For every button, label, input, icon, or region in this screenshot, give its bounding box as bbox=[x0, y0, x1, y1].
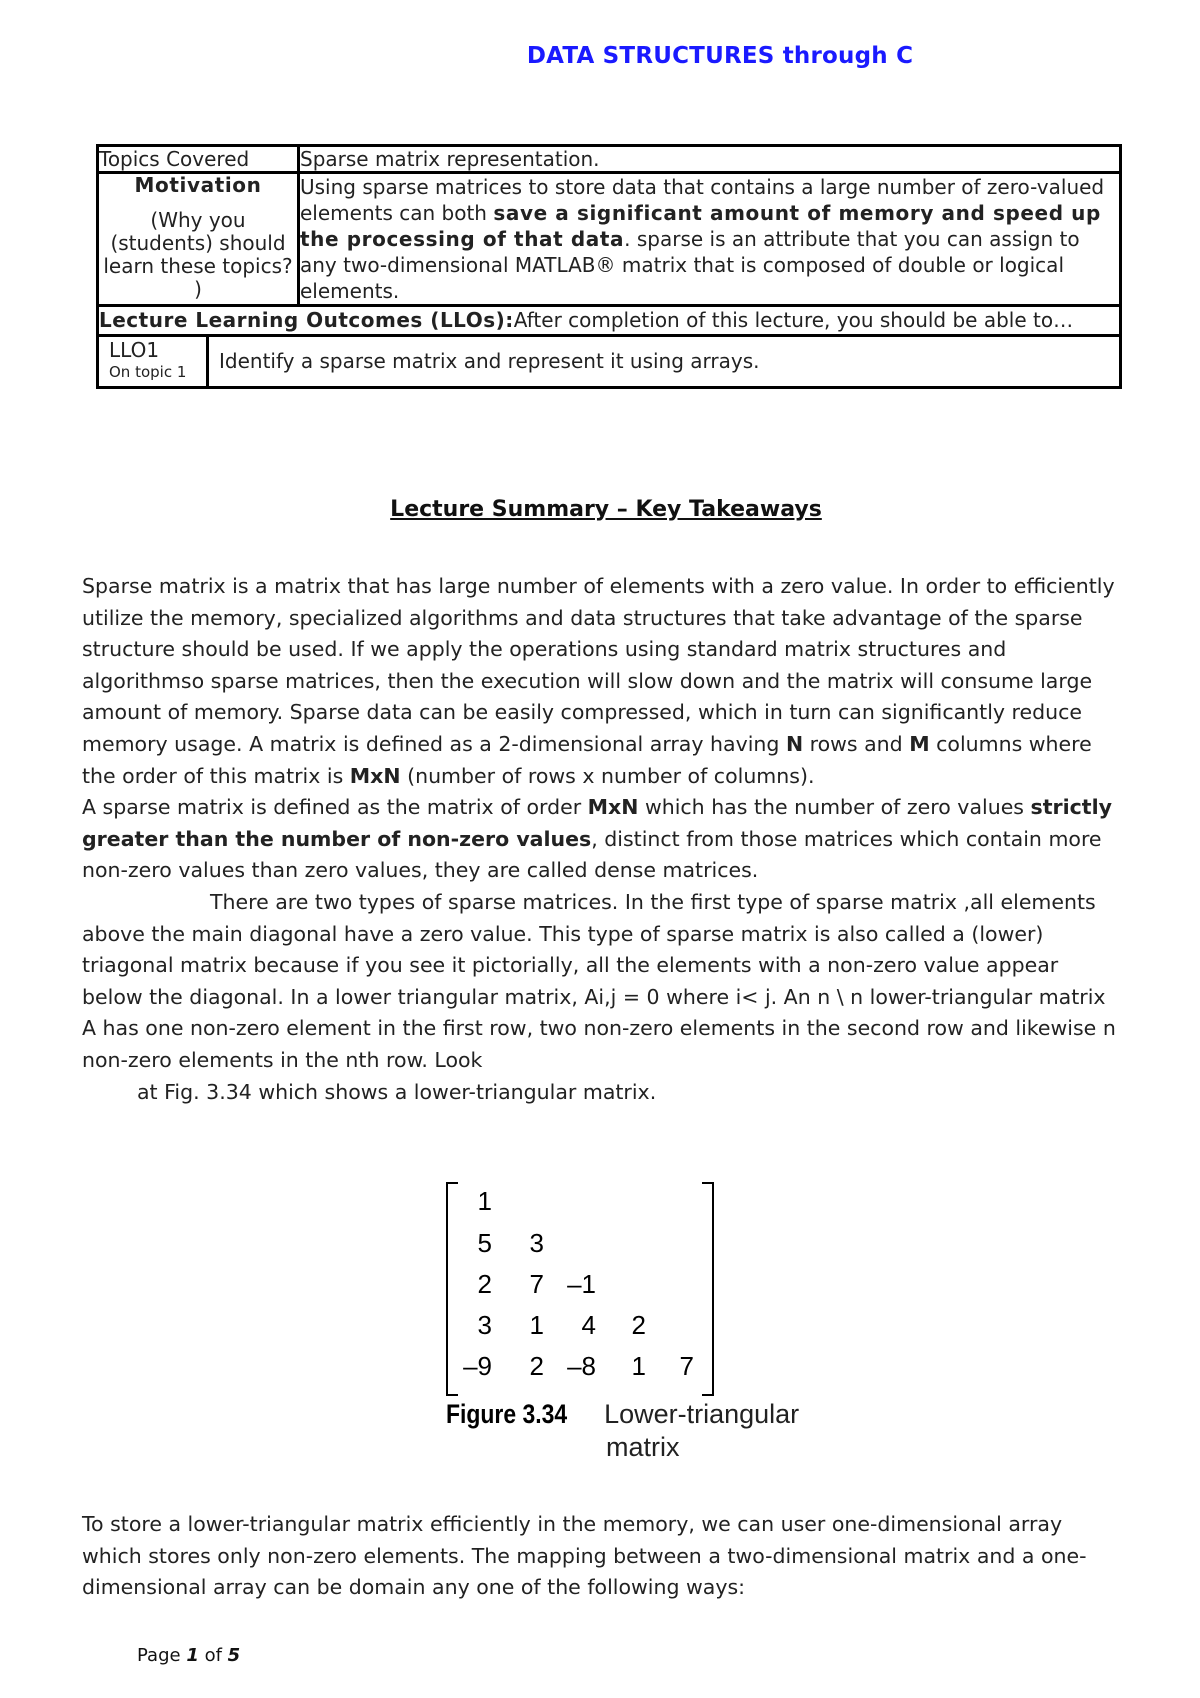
motivation-row bbox=[98, 173, 1121, 306]
p2-text-a: A sparse matrix is defined as the matrix of order bbox=[82, 795, 588, 820]
matrix-cell: 4 bbox=[581, 1310, 596, 1340]
matrix-cell: –8 bbox=[567, 1351, 596, 1381]
motivation-text bbox=[299, 173, 1121, 306]
figure-description-line2: matrix bbox=[606, 1432, 680, 1462]
matrix-cell: 2 bbox=[529, 1351, 544, 1381]
motivation-subtitle: (Why you (students) should learn these topics? ) bbox=[103, 208, 293, 301]
page-total: 5 bbox=[227, 1645, 241, 1666]
matrix-cell: –9 bbox=[463, 1351, 492, 1381]
p2-MxN: MxN bbox=[587, 795, 639, 820]
document-header-title: DATA STRUCTURES through C bbox=[526, 43, 914, 69]
lecture-info-table bbox=[96, 144, 1122, 389]
p2-text-c: , distinct from those matrices which contain more non-zero values than zero values, they are called dense matrices. bbox=[82, 826, 1102, 883]
llo-heading-row bbox=[98, 306, 1121, 336]
llo1-text: Identify a sparse matrix and represent it using arrays. bbox=[219, 349, 760, 373]
llo-intro: After completion of this lecture, you should be able to… bbox=[513, 308, 1074, 332]
matrix-right-bracket bbox=[702, 1182, 714, 1396]
matrix-cell: 3 bbox=[529, 1228, 544, 1258]
p1-MxN: MxN bbox=[349, 763, 401, 788]
matrix-cell: 5 bbox=[477, 1228, 492, 1258]
llo1-row bbox=[98, 336, 1121, 388]
llo-heading: Lecture Learning Outcomes (LLOs): bbox=[99, 308, 514, 332]
motivation-text-bold: save a significant amount of memory and speed up the processing of that data bbox=[300, 201, 1101, 251]
motivation-text-part1: Using sparse matrices to store data that contains a large number of zero-valued elements can both bbox=[300, 175, 1105, 225]
topics-label: Topics Covered bbox=[98, 146, 299, 173]
lower-triangular-matrix-figure bbox=[446, 1182, 714, 1396]
summary-paragraph-3: There are two types of sparse matrices. In the first type of sparse matrix ,all elements above the main diagonal have a zero value. This type of sparse matrix is also called a (lower) triagonal matrix because if you see it pictorially, all the elements with a non-zero value appear below the diagonal. In a lower triangular matrix, Ai,j = 0 where i< j. An n \ n lower-triangular matrix A has one non-zero element in the first row, two non-zero elements in the second row and likewise n non-zero elements in the nth row. Look bbox=[82, 889, 1116, 1072]
motivation-label-cell bbox=[98, 173, 299, 306]
figure-number: Figure 3.34 bbox=[446, 1399, 568, 1429]
p2-bold: strictly greater than the number of non-zero values bbox=[82, 795, 1112, 851]
matrix-cell: 2 bbox=[477, 1269, 492, 1299]
summary-paragraph-4: To store a lower-triangular matrix efficiently in the memory, we can user one-dimensional array which stores only non-zero elements. The mapping between a two-dimensional matrix and a one-dimensional array can be domain any one of the following ways: bbox=[82, 1512, 1087, 1600]
page-word: Page bbox=[137, 1645, 181, 1666]
matrix-cell: 1 bbox=[631, 1351, 646, 1381]
matrix-cell: –1 bbox=[567, 1269, 596, 1299]
llo1-cell bbox=[98, 336, 1121, 388]
summary-body bbox=[82, 571, 1122, 1108]
figure-description-line1: Lower-triangular bbox=[604, 1399, 800, 1429]
figure-caption bbox=[446, 1398, 799, 1464]
llo1-topic: On topic 1 bbox=[109, 363, 187, 381]
p1-text-a: Sparse matrix is a matrix that has large number of elements with a zero value. In order to efficiently utilize the memory, specialized algorithms and data structures that take advantage of the sparse structure should be used. If we apply the operations using standard matrix structures and algorithmso sparse matrices, then the execution will slow down and the matrix will consume large amount of memory. Sparse data can be easily compressed, which in turn can significantly reduce memory usage. A matrix is defined as a 2-dimensional array having bbox=[82, 574, 1115, 756]
matrix-cell: 2 bbox=[631, 1310, 646, 1340]
p1-N: N bbox=[785, 731, 804, 756]
motivation-text-part2: . sparse is an attribute that you can assign to any two-dimensional MATLAB® matrix that is composed of double or logical elements. bbox=[300, 227, 1080, 303]
llo1-code: LLO1 bbox=[109, 338, 160, 362]
p1-text-d: (number of rows x number of columns). bbox=[400, 763, 815, 788]
topics-value: Sparse matrix representation. bbox=[299, 146, 1121, 173]
topics-row bbox=[98, 146, 1121, 173]
page-current: 1 bbox=[186, 1645, 199, 1666]
summary-paragraph-3-tail: at Fig. 3.34 which shows a lower-triangular matrix. bbox=[137, 1079, 657, 1104]
summary-title: Lecture Summary – Key Takeaways bbox=[390, 497, 822, 522]
llo1-label bbox=[99, 337, 209, 386]
matrix-cell: 3 bbox=[477, 1310, 492, 1340]
p2-text-b: which has the number of zero values bbox=[638, 795, 1031, 820]
matrix-cell: 7 bbox=[529, 1269, 544, 1299]
page-footer bbox=[137, 1645, 240, 1666]
matrix-cell: 1 bbox=[529, 1310, 544, 1340]
summary-paragraph-2 bbox=[82, 792, 1122, 887]
p1-text-c: columns where the order of this matrix is bbox=[82, 731, 1092, 788]
llo-heading-cell bbox=[98, 306, 1121, 336]
p1-M: M bbox=[909, 731, 930, 756]
matrix-cell: 7 bbox=[679, 1351, 694, 1381]
motivation-label: Motivation bbox=[134, 173, 262, 197]
p1-text-b: rows and bbox=[803, 731, 910, 756]
matrix-cell: 1 bbox=[477, 1186, 492, 1216]
page-of-word: of bbox=[204, 1645, 222, 1666]
summary-paragraph-1 bbox=[82, 571, 1122, 792]
